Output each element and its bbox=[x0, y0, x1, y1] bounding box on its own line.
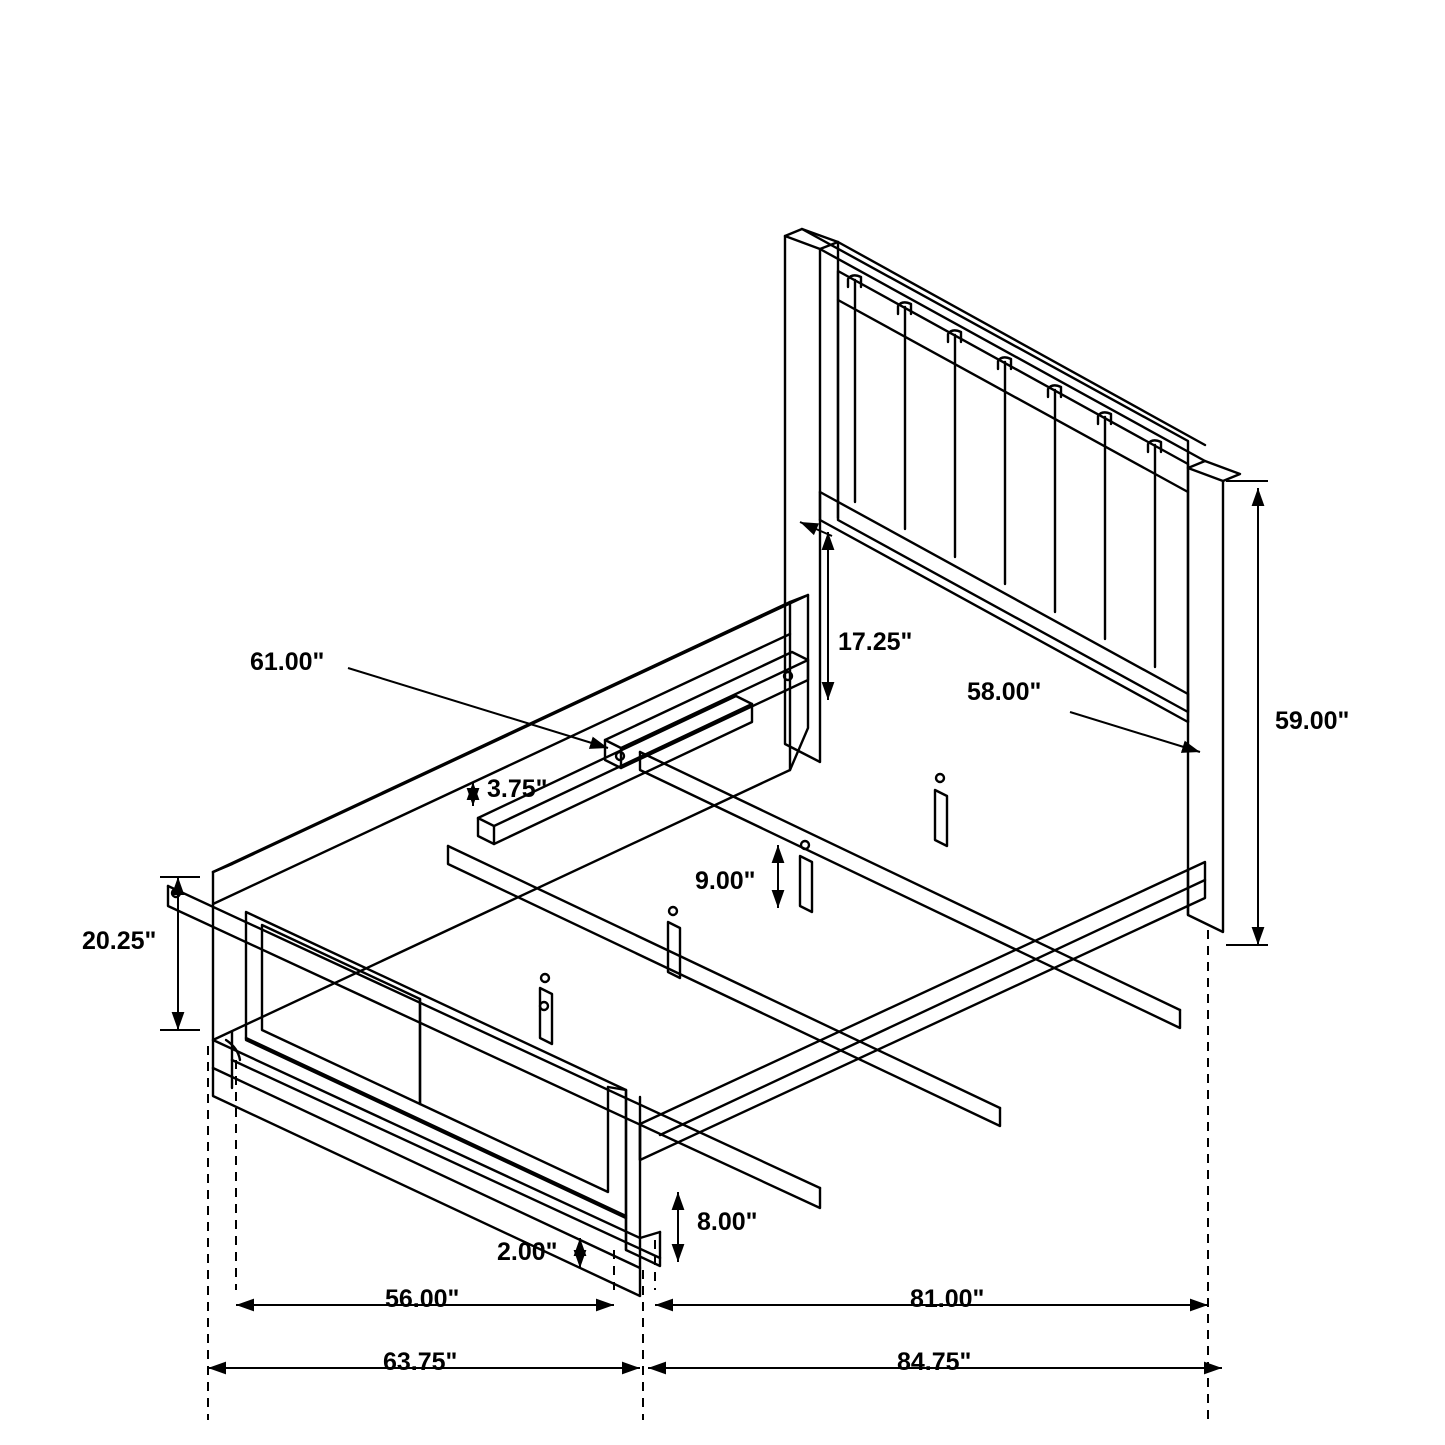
dim-label-floor-clearance: 8.00" bbox=[697, 1208, 758, 1236]
dim-label-overall-width: 63.75" bbox=[383, 1348, 458, 1376]
dim-label-headboard-upper-panel: 17.25" bbox=[838, 628, 913, 656]
dim-label-inner-footboard-width: 56.00" bbox=[385, 1285, 460, 1313]
dim-label-inner-depth: 81.00" bbox=[910, 1285, 985, 1313]
dim-label-inner-width: 61.00" bbox=[250, 648, 325, 676]
dim-label-rail-thickness: 3.75" bbox=[487, 775, 548, 803]
dim-label-overall-height: 59.00" bbox=[1275, 707, 1350, 735]
dim-label-foot-detail: 2.00" bbox=[497, 1238, 558, 1266]
extension-lines bbox=[208, 930, 1208, 1420]
dim-label-slat-clearance: 9.00" bbox=[695, 867, 756, 895]
dim-label-headboard-height: 58.00" bbox=[967, 678, 1042, 706]
dim-label-footboard-height: 20.25" bbox=[82, 927, 157, 955]
dim-label-overall-depth: 84.75" bbox=[897, 1348, 972, 1376]
dim-61-leader bbox=[348, 668, 608, 748]
bed-outline-group bbox=[168, 229, 1240, 1296]
